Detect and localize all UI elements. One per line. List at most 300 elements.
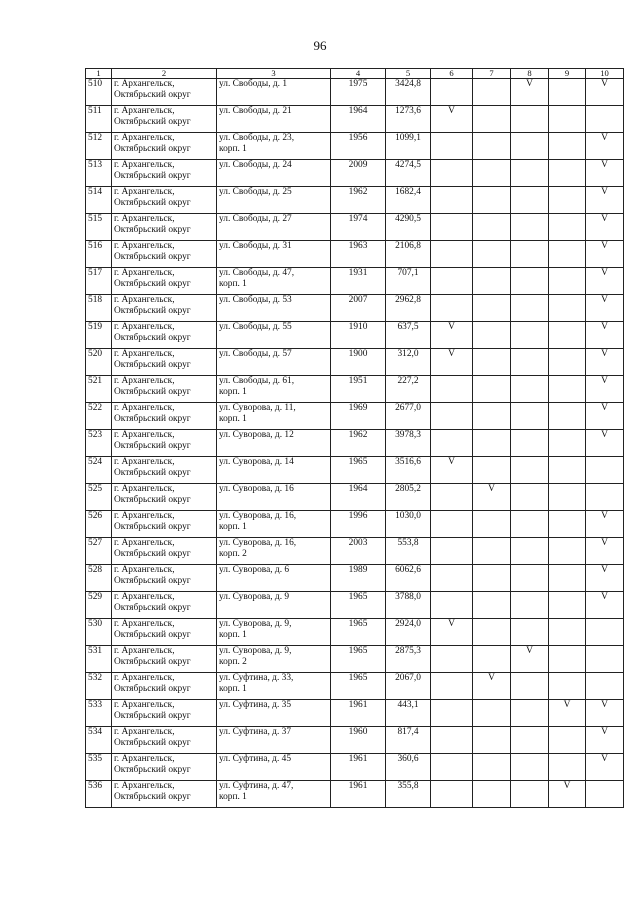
mark-cell-10	[586, 538, 624, 565]
area-cell	[386, 133, 431, 160]
area-cell-area: 227,2	[397, 376, 419, 386]
table-row	[86, 160, 624, 187]
mark-cell-7	[473, 592, 511, 619]
mark-cell-8	[511, 295, 549, 322]
year-cell-year: 1964	[348, 106, 368, 116]
address-cell-addr1: ул. Суфтина, д. 45	[219, 754, 292, 764]
row-number-num: 524	[88, 457, 103, 467]
locality-cell-city: г. Архангельск,	[114, 133, 175, 143]
year-cell	[331, 673, 386, 700]
address-cell-addr1: ул. Свободы, д. 25	[219, 187, 292, 197]
mark-cell-9	[549, 565, 586, 592]
locality-cell-district: Октябрьский округ	[114, 521, 191, 532]
locality-cell-city: г. Архангельск,	[114, 484, 175, 494]
mark-cell-9	[549, 538, 586, 565]
mark-cell-10	[586, 403, 624, 430]
mark-cell-9	[549, 295, 586, 322]
mark-cell-10	[586, 619, 624, 646]
mark-cell-9	[549, 268, 586, 295]
locality-cell-district: Октябрьский округ	[114, 548, 191, 559]
mark-cell-10-m10: V	[601, 349, 608, 359]
year-cell-year: 1951	[348, 376, 368, 386]
table-row	[86, 241, 624, 268]
mark-cell-6	[431, 160, 473, 187]
mark-cell-6	[431, 295, 473, 322]
address-cell	[217, 673, 331, 700]
address-cell-addr1: ул. Суворова, д. 9,	[219, 646, 292, 656]
mark-cell-8	[511, 646, 549, 673]
mark-cell-10-m10: V	[601, 592, 608, 602]
mark-cell-9	[549, 754, 586, 781]
address-cell	[217, 133, 331, 160]
area-cell	[386, 754, 431, 781]
address-cell-addr1: ул. Свободы, д. 23,	[219, 133, 295, 143]
year-cell	[331, 322, 386, 349]
row-number	[86, 160, 112, 187]
area-cell-area: 707,1	[397, 268, 419, 278]
locality-cell-district: Октябрьский округ	[114, 440, 191, 451]
area-cell-area: 2962,8	[395, 295, 421, 305]
locality-cell	[112, 700, 217, 727]
column-header-3: 3	[217, 69, 331, 79]
locality-cell-district: Октябрьский округ	[114, 764, 191, 775]
address-cell-addr1: ул. Суворова, д. 16,	[219, 538, 297, 548]
locality-cell	[112, 592, 217, 619]
address-cell-addr1: ул. Свободы, д. 57	[219, 349, 292, 359]
locality-cell-city: г. Архангельск,	[114, 538, 175, 548]
area-cell	[386, 511, 431, 538]
mark-cell-10	[586, 592, 624, 619]
mark-cell-6	[431, 673, 473, 700]
table-header	[86, 69, 624, 79]
row-number	[86, 214, 112, 241]
year-cell	[331, 700, 386, 727]
row-number-num: 526	[88, 511, 103, 521]
row-number-num: 511	[88, 106, 102, 116]
address-cell	[217, 781, 331, 808]
address-cell-addr1: ул. Свободы, д. 1	[219, 79, 288, 89]
row-number	[86, 754, 112, 781]
mark-cell-10	[586, 187, 624, 214]
locality-cell	[112, 538, 217, 565]
locality-cell	[112, 214, 217, 241]
area-cell	[386, 106, 431, 133]
locality-cell	[112, 457, 217, 484]
column-header-5: 5	[386, 69, 431, 79]
mark-cell-6	[431, 484, 473, 511]
row-number-num: 530	[88, 619, 103, 629]
area-cell-area: 637,5	[397, 322, 419, 332]
area-cell	[386, 403, 431, 430]
mark-cell-10	[586, 241, 624, 268]
mark-cell-7	[473, 565, 511, 592]
mark-cell-9	[549, 592, 586, 619]
year-cell-year: 1961	[348, 781, 368, 791]
mark-cell-10	[586, 484, 624, 511]
area-cell-area: 3516,6	[395, 457, 421, 467]
year-cell-year: 1963	[348, 241, 368, 251]
year-cell	[331, 79, 386, 106]
row-number-num: 536	[88, 781, 103, 791]
mark-cell-6-m6: V	[448, 457, 455, 467]
locality-cell-district: Октябрьский округ	[114, 386, 191, 397]
mark-cell-6-m6: V	[448, 322, 455, 332]
area-cell-area: 4274,5	[395, 160, 421, 170]
year-cell	[331, 376, 386, 403]
area-cell-area: 553,8	[397, 538, 419, 548]
row-number	[86, 457, 112, 484]
table-row	[86, 187, 624, 214]
row-number	[86, 565, 112, 592]
mark-cell-10	[586, 79, 624, 106]
locality-cell-district: Октябрьский округ	[114, 683, 191, 694]
table-row	[86, 511, 624, 538]
year-cell	[331, 457, 386, 484]
mark-cell-9	[549, 673, 586, 700]
mark-cell-8	[511, 673, 549, 700]
address-cell	[217, 79, 331, 106]
row-number-num: 525	[88, 484, 103, 494]
address-cell	[217, 160, 331, 187]
mark-cell-9	[549, 106, 586, 133]
mark-cell-7	[473, 349, 511, 376]
mark-cell-10-m10: V	[601, 133, 608, 143]
area-cell-area: 312,0	[397, 349, 419, 359]
year-cell	[331, 754, 386, 781]
mark-cell-8	[511, 781, 549, 808]
address-cell	[217, 592, 331, 619]
address-cell-addr1: ул. Свободы, д. 31	[219, 241, 292, 251]
year-cell-year: 1961	[348, 700, 368, 710]
locality-cell-district: Октябрьский округ	[114, 791, 191, 802]
area-cell-area: 2677,0	[395, 403, 421, 413]
mark-cell-10-m10: V	[601, 700, 608, 710]
mark-cell-10-m10: V	[601, 268, 608, 278]
table-row	[86, 106, 624, 133]
area-cell	[386, 727, 431, 754]
mark-cell-10	[586, 781, 624, 808]
year-cell	[331, 484, 386, 511]
mark-cell-10-m10: V	[601, 376, 608, 386]
mark-cell-7	[473, 187, 511, 214]
address-cell-addr1: ул. Суфтина, д. 33,	[219, 673, 294, 683]
mark-cell-9	[549, 700, 586, 727]
mark-cell-10	[586, 457, 624, 484]
mark-cell-9	[549, 403, 586, 430]
mark-cell-8	[511, 592, 549, 619]
header-row	[86, 69, 624, 79]
mark-cell-6	[431, 646, 473, 673]
locality-cell	[112, 79, 217, 106]
table-row	[86, 214, 624, 241]
year-cell-year: 1965	[348, 592, 368, 602]
mark-cell-7	[473, 727, 511, 754]
row-number	[86, 106, 112, 133]
area-cell-area: 3424,8	[395, 79, 421, 89]
mark-cell-8	[511, 160, 549, 187]
area-cell	[386, 187, 431, 214]
locality-cell	[112, 403, 217, 430]
mark-cell-8	[511, 430, 549, 457]
mark-cell-10	[586, 349, 624, 376]
locality-cell-district: Октябрьский округ	[114, 332, 191, 343]
mark-cell-10-m10: V	[601, 538, 608, 548]
locality-cell-city: г. Архангельск,	[114, 646, 175, 656]
table-row	[86, 592, 624, 619]
address-cell	[217, 187, 331, 214]
table-row	[86, 349, 624, 376]
address-cell-addr1: ул. Суфтина, д. 47,	[219, 781, 294, 791]
year-cell	[331, 160, 386, 187]
table-body	[86, 79, 624, 808]
locality-cell-city: г. Архангельск,	[114, 727, 175, 737]
area-cell-area: 2875,3	[395, 646, 421, 656]
mark-cell-9	[549, 241, 586, 268]
locality-cell-city: г. Архангельск,	[114, 160, 175, 170]
mark-cell-6	[431, 538, 473, 565]
area-cell	[386, 457, 431, 484]
area-cell-area: 3788,0	[395, 592, 421, 602]
locality-cell	[112, 484, 217, 511]
mark-cell-8	[511, 619, 549, 646]
year-cell-year: 1962	[348, 430, 368, 440]
row-number	[86, 133, 112, 160]
address-cell-addr2: корп. 1	[219, 629, 247, 640]
mark-cell-7-m7: V	[488, 484, 495, 494]
address-cell-addr2: корп. 1	[219, 413, 247, 424]
row-number-num: 529	[88, 592, 103, 602]
mark-cell-10	[586, 511, 624, 538]
address-cell-addr1: ул. Суфтина, д. 35	[219, 700, 292, 710]
mark-cell-7	[473, 754, 511, 781]
area-cell	[386, 619, 431, 646]
mark-cell-6	[431, 565, 473, 592]
area-cell-area: 4290,5	[395, 214, 421, 224]
address-cell	[217, 754, 331, 781]
mark-cell-7	[473, 403, 511, 430]
mark-cell-10	[586, 673, 624, 700]
year-cell	[331, 565, 386, 592]
locality-cell-city: г. Архангельск,	[114, 673, 175, 683]
address-cell-addr2: корп. 1	[219, 521, 247, 532]
locality-cell-city: г. Архангельск,	[114, 430, 175, 440]
area-cell-area: 1030,0	[395, 511, 421, 521]
locality-cell-district: Октябрьский округ	[114, 278, 191, 289]
mark-cell-6	[431, 133, 473, 160]
address-cell	[217, 538, 331, 565]
row-number	[86, 646, 112, 673]
row-number-num: 521	[88, 376, 103, 386]
row-number	[86, 403, 112, 430]
year-cell	[331, 646, 386, 673]
year-cell	[331, 106, 386, 133]
locality-cell-district: Октябрьский округ	[114, 467, 191, 478]
year-cell-year: 1989	[348, 565, 368, 575]
mark-cell-9	[549, 349, 586, 376]
locality-cell-district: Октябрьский округ	[114, 656, 191, 667]
mark-cell-10-m10: V	[601, 727, 608, 737]
year-cell-year: 1964	[348, 484, 368, 494]
column-header-10: 10	[586, 69, 624, 79]
row-number	[86, 727, 112, 754]
mark-cell-10	[586, 430, 624, 457]
row-number-num: 527	[88, 538, 103, 548]
address-cell-addr2: корп. 1	[219, 791, 247, 802]
year-cell	[331, 295, 386, 322]
locality-cell	[112, 295, 217, 322]
locality-cell-city: г. Архангельск,	[114, 295, 175, 305]
locality-cell-city: г. Архангельск,	[114, 349, 175, 359]
locality-cell	[112, 106, 217, 133]
area-cell-area: 2067,0	[395, 673, 421, 683]
mark-cell-9	[549, 160, 586, 187]
column-header-6: 6	[431, 69, 473, 79]
table-row	[86, 727, 624, 754]
row-number	[86, 592, 112, 619]
mark-cell-10-m10: V	[601, 754, 608, 764]
row-number	[86, 349, 112, 376]
mark-cell-10-m10: V	[601, 79, 608, 89]
year-cell-year: 1910	[348, 322, 368, 332]
table-row	[86, 322, 624, 349]
mark-cell-10-m10: V	[601, 565, 608, 575]
area-cell-area: 1099,1	[395, 133, 421, 143]
row-number	[86, 484, 112, 511]
locality-cell	[112, 376, 217, 403]
table-row	[86, 538, 624, 565]
page-number: 96	[313, 38, 327, 53]
mark-cell-10	[586, 646, 624, 673]
area-cell	[386, 646, 431, 673]
table-row	[86, 781, 624, 808]
locality-cell-district: Октябрьский округ	[114, 737, 191, 748]
mark-cell-7	[473, 214, 511, 241]
mark-cell-8	[511, 268, 549, 295]
area-cell-area: 3978,3	[395, 430, 421, 440]
address-cell	[217, 727, 331, 754]
area-cell	[386, 592, 431, 619]
year-cell	[331, 619, 386, 646]
year-cell-year: 1974	[348, 214, 368, 224]
row-number-num: 523	[88, 430, 103, 440]
locality-cell-city: г. Архангельск,	[114, 376, 175, 386]
mark-cell-10-m10: V	[601, 187, 608, 197]
mark-cell-10-m10: V	[601, 241, 608, 251]
row-number-num: 514	[88, 187, 103, 197]
mark-cell-9	[549, 79, 586, 106]
locality-cell-district: Октябрьский округ	[114, 629, 191, 640]
address-cell	[217, 106, 331, 133]
mark-cell-10	[586, 700, 624, 727]
address-cell-addr1: ул. Суворова, д. 6	[219, 565, 290, 575]
mark-cell-8	[511, 106, 549, 133]
address-cell-addr2: корп. 2	[219, 656, 247, 667]
mark-cell-8-m8: V	[526, 646, 533, 656]
locality-cell-city: г. Архангельск,	[114, 241, 175, 251]
year-cell	[331, 214, 386, 241]
mark-cell-7	[473, 376, 511, 403]
area-cell	[386, 349, 431, 376]
row-number-num: 515	[88, 214, 103, 224]
mark-cell-8	[511, 538, 549, 565]
address-cell-addr2: корп. 1	[219, 143, 247, 154]
locality-cell-district: Октябрьский округ	[114, 575, 191, 586]
column-header-8: 8	[511, 69, 549, 79]
locality-cell-district: Октябрьский округ	[114, 359, 191, 370]
mark-cell-9	[549, 619, 586, 646]
locality-cell	[112, 430, 217, 457]
mark-cell-8	[511, 376, 549, 403]
table-row	[86, 673, 624, 700]
mark-cell-8	[511, 133, 549, 160]
mark-cell-7	[473, 268, 511, 295]
area-cell-area: 1682,4	[395, 187, 421, 197]
row-number-num: 513	[88, 160, 103, 170]
year-cell	[331, 430, 386, 457]
row-number	[86, 241, 112, 268]
address-cell-addr1: ул. Свободы, д. 53	[219, 295, 292, 305]
mark-cell-10	[586, 727, 624, 754]
year-cell-year: 1900	[348, 349, 368, 359]
mark-cell-10	[586, 106, 624, 133]
row-number	[86, 511, 112, 538]
locality-cell-city: г. Архангельск,	[114, 565, 175, 575]
area-cell	[386, 430, 431, 457]
area-cell	[386, 295, 431, 322]
mark-cell-6	[431, 619, 473, 646]
row-number	[86, 376, 112, 403]
address-cell-addr1: ул. Суворова, д. 14	[219, 457, 294, 467]
locality-cell-city: г. Архангельск,	[114, 511, 175, 521]
table-row	[86, 484, 624, 511]
area-cell-area: 1273,6	[395, 106, 421, 116]
mark-cell-7	[473, 646, 511, 673]
year-cell	[331, 133, 386, 160]
row-number	[86, 781, 112, 808]
row-number-num: 518	[88, 295, 103, 305]
area-cell	[386, 781, 431, 808]
address-cell	[217, 484, 331, 511]
mark-cell-10-m10: V	[601, 511, 608, 521]
mark-cell-7	[473, 430, 511, 457]
locality-cell	[112, 619, 217, 646]
address-cell-addr1: ул. Свободы, д. 55	[219, 322, 292, 332]
area-cell-area: 6062,6	[395, 565, 421, 575]
mark-cell-9-m9: V	[563, 700, 571, 710]
mark-cell-6	[431, 322, 473, 349]
mark-cell-8	[511, 457, 549, 484]
year-cell-year: 1996	[348, 511, 368, 521]
year-cell-year: 1965	[348, 457, 368, 467]
area-cell-area: 817,4	[397, 727, 419, 737]
locality-cell	[112, 646, 217, 673]
table-row	[86, 646, 624, 673]
locality-cell-city: г. Архангельск,	[114, 619, 175, 629]
locality-cell-district: Октябрьский округ	[114, 89, 191, 100]
mark-cell-6	[431, 700, 473, 727]
locality-cell	[112, 349, 217, 376]
mark-cell-8	[511, 727, 549, 754]
year-cell	[331, 349, 386, 376]
locality-cell-city: г. Архангельск,	[114, 268, 175, 278]
locality-cell-district: Октябрьский округ	[114, 143, 191, 154]
row-number-num: 512	[88, 133, 103, 143]
mark-cell-9	[549, 646, 586, 673]
year-cell-year: 1965	[348, 646, 368, 656]
area-cell	[386, 268, 431, 295]
year-cell-year: 1956	[348, 133, 368, 143]
mark-cell-6	[431, 268, 473, 295]
